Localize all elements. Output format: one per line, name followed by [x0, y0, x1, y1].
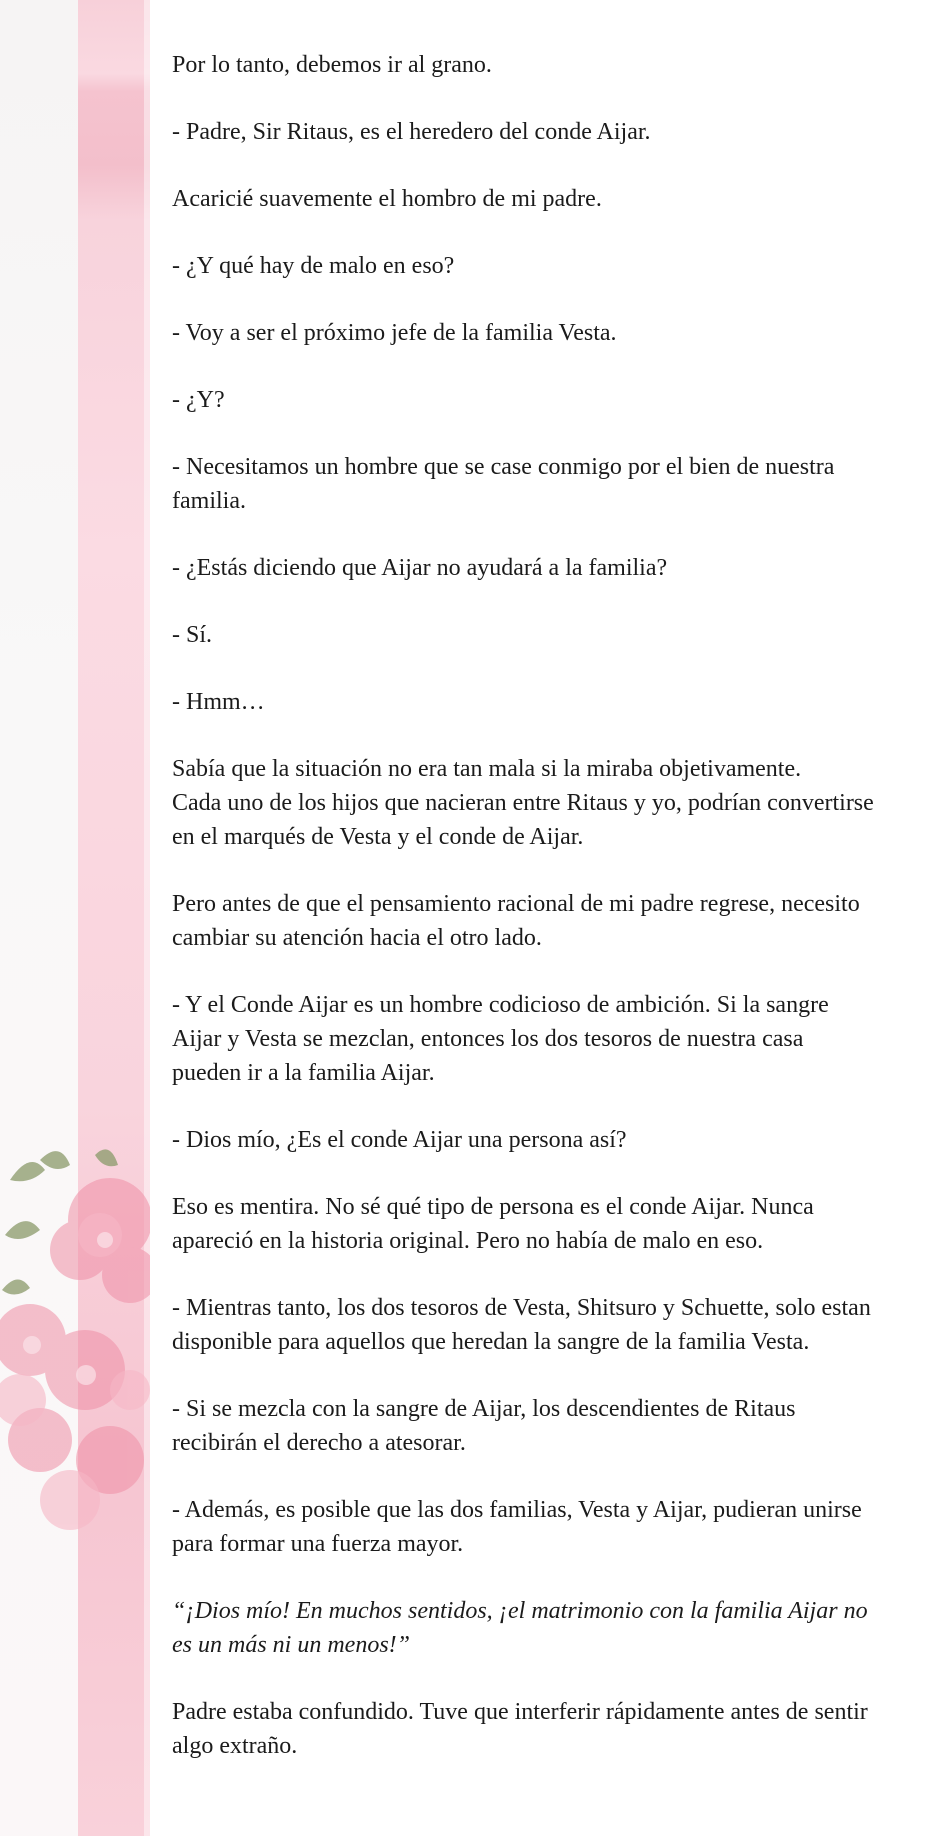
story-text — [172, 48, 914, 1796]
pink-side-stripe — [78, 0, 150, 1836]
paragraph: Sabía que la situación no era tan mala si la miraba objetivamente. Cada uno de los hijos que nacieran entre Ritaus y yo, podrían convertirse en el marqués de Vesta y el conde de Aijar. — [172, 756, 874, 850]
paragraph: - Necesitamos un hombre que se case conmigo por el bien de nuestra familia. — [172, 454, 835, 514]
floral-decoration-icon — [0, 1140, 150, 1560]
paragraph: Acaricié suavemente el hombro de mi padre. — [172, 186, 602, 212]
paragraph: - Si se mezcla con la sangre de Aijar, los descendientes de Ritaus recibirán el derecho a atesorar. — [172, 1396, 796, 1456]
paragraph: - Mientras tanto, los dos tesoros de Vesta, Shitsuro y Schuette, solo estan disponible para aquellos que heredan la sangre de la familia Vesta. — [172, 1295, 871, 1355]
background-fade — [0, 0, 78, 1836]
paragraph: - Además, es posible que las dos familias, Vesta y Aijar, pudieran unirse para formar una fuerza mayor. — [172, 1497, 862, 1557]
paragraph: - ¿Estás diciendo que Aijar no ayudará a la familia? — [172, 555, 668, 581]
paragraph: - Voy a ser el próximo jefe de la familia Vesta. — [172, 320, 617, 346]
paragraph: - Sí. — [172, 622, 213, 648]
italic-quote: “¡Dios mío! En muchos sentidos, ¡el matrimonio con la familia Aijar no es un más ni un menos!” — [172, 1598, 868, 1658]
paragraph: - ¿Y qué hay de malo en eso? — [172, 253, 455, 279]
paragraph: Padre estaba confundido. Tuve que interferir rápidamente antes de sentir algo extraño. — [172, 1699, 868, 1759]
paragraph: - Hmm… — [172, 689, 265, 715]
paragraph: - Y el Conde Aijar es un hombre codicioso de ambición. Si la sangre Aijar y Vesta se mezclan, entonces los dos tesoros de nuestra casa pueden ir a la familia Aijar. — [172, 992, 829, 1086]
paragraph: Eso es mentira. No sé qué tipo de persona es el conde Aijar. Nunca apareció en la historia original. Pero no había de malo en eso. — [172, 1194, 814, 1254]
paragraph: - Padre, Sir Ritaus, es el heredero del conde Aijar. — [172, 119, 651, 145]
paragraph: Por lo tanto, debemos ir al grano. — [172, 52, 492, 78]
paragraph: - Dios mío, ¿Es el conde Aijar una persona así? — [172, 1127, 627, 1153]
paragraph: - ¿Y? — [172, 387, 225, 413]
paragraph: Pero antes de que el pensamiento racional de mi padre regrese, necesito cambiar su atención hacia el otro lado. — [172, 891, 860, 951]
